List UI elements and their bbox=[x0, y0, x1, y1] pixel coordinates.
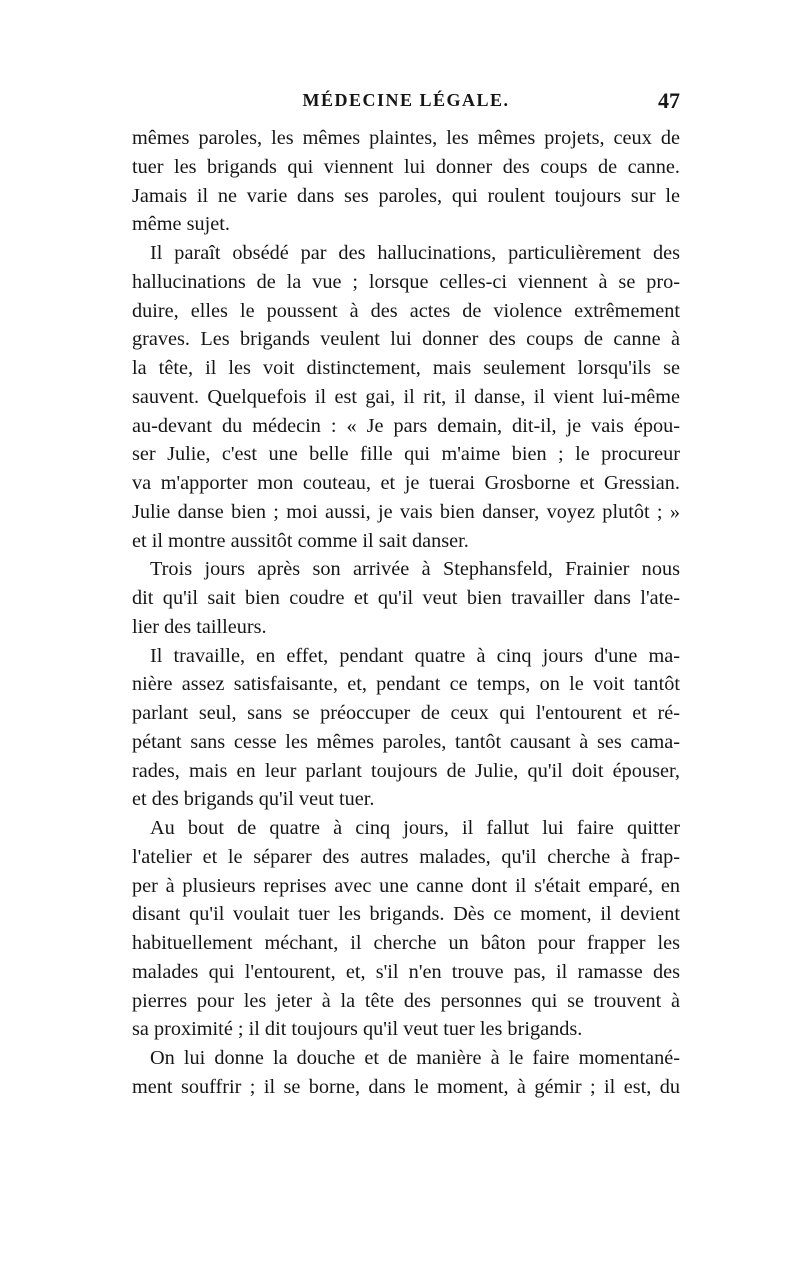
text-line: duire, elles le poussent à des actes de violence extrêmement bbox=[132, 299, 680, 322]
text-line: Il travaille, en effet, pendant quatre à cinq jours d'une ma- bbox=[150, 644, 680, 667]
page-number: 47 bbox=[658, 88, 680, 113]
text-line: habituellement méchant, il cherche un bâton pour frapper les bbox=[132, 932, 680, 954]
text-line: sauvent. Quelquefois il est gai, il rit, il danse, il vient lui-même bbox=[132, 385, 680, 408]
text-line: rades, mais en leur parlant toujours de Julie, qu'il doit épouser, bbox=[132, 759, 680, 782]
body-text bbox=[132, 124, 680, 1102]
text-line: dit qu'il sait bien coudre et qu'il veut bien travailler dans l'ate- bbox=[132, 587, 680, 609]
text-line: nière assez satisfaisante, et, pendant ce temps, on le voit tantôt bbox=[132, 673, 680, 696]
text-line: parlant seul, sans se préoccuper de ceux qui l'entourent et ré- bbox=[132, 702, 680, 724]
text-line: sa proximité ; il dit toujours qu'il veut tuer les brigands. bbox=[132, 1018, 583, 1041]
text-line: per à plusieurs reprises avec une canne dont il s'était emparé, en bbox=[132, 874, 680, 897]
text-line: va m'apporter mon couteau, et je tuerai Grosborne et Gressian. bbox=[132, 472, 680, 494]
text-line: l'atelier et le séparer des autres malades, qu'il cherche à frap- bbox=[132, 845, 680, 868]
text-line: Il paraît obsédé par des hallucinations, particulièrement des bbox=[150, 242, 680, 264]
text-line: et il montre aussitôt comme il sait danser. bbox=[132, 529, 469, 552]
text-line: disant qu'il voulait tuer les brigands. Dès ce moment, il devient bbox=[132, 903, 680, 926]
running-head bbox=[132, 88, 680, 120]
text-line: graves. Les brigands veulent lui donner des coups de canne à bbox=[132, 328, 680, 351]
text-line: Julie danse bien ; moi aussi, je vais bien danser, voyez plutôt ; » bbox=[132, 500, 680, 523]
text-line: malades qui l'entourent, et, s'il n'en trouve pas, il ramasse des bbox=[132, 960, 680, 983]
text-line: pierres pour les jeter à la tête des personnes qui se trouvent à bbox=[132, 989, 680, 1012]
text-line: mêmes paroles, les mêmes plaintes, les mêmes projets, ceux de bbox=[132, 127, 680, 149]
text-line: ser Julie, c'est une belle fille qui m'aime bien ; le procureur bbox=[132, 443, 680, 466]
text-line: la tête, il les voit distinctement, mais seulement lorsqu'ils se bbox=[132, 357, 680, 379]
text-line: Jamais il ne varie dans ses paroles, qui roulent toujours sur le bbox=[132, 184, 680, 207]
text-line: tuer les brigands qui viennent lui donner des coups de canne. bbox=[132, 155, 680, 178]
text-line: lier des tailleurs. bbox=[132, 615, 267, 638]
text-line: Trois jours après son arrivée à Stephansfeld, Frainier nous bbox=[150, 558, 680, 581]
text-line: au-devant du médecin : « Je pars demain, dit-il, je vais épou- bbox=[132, 414, 680, 437]
text-line: même sujet. bbox=[132, 213, 230, 236]
text-line: On lui donne la douche et de manière à le faire momentané- bbox=[150, 1047, 680, 1069]
text-line: ment souffrir ; il se borne, dans le moment, à gémir ; il est, du bbox=[132, 1075, 680, 1098]
text-line: hallucinations de la vue ; lorsque celles-ci viennent à se pro- bbox=[132, 270, 680, 293]
text-line: Au bout de quatre à cinq jours, il fallut lui faire quitter bbox=[150, 817, 680, 839]
text-line: et des brigands qu'il veut tuer. bbox=[132, 788, 375, 811]
running-title: MÉDECINE LÉGALE. bbox=[302, 90, 510, 110]
text-line: pétant sans cesse les mêmes paroles, tantôt causant à ses cama- bbox=[132, 730, 680, 753]
